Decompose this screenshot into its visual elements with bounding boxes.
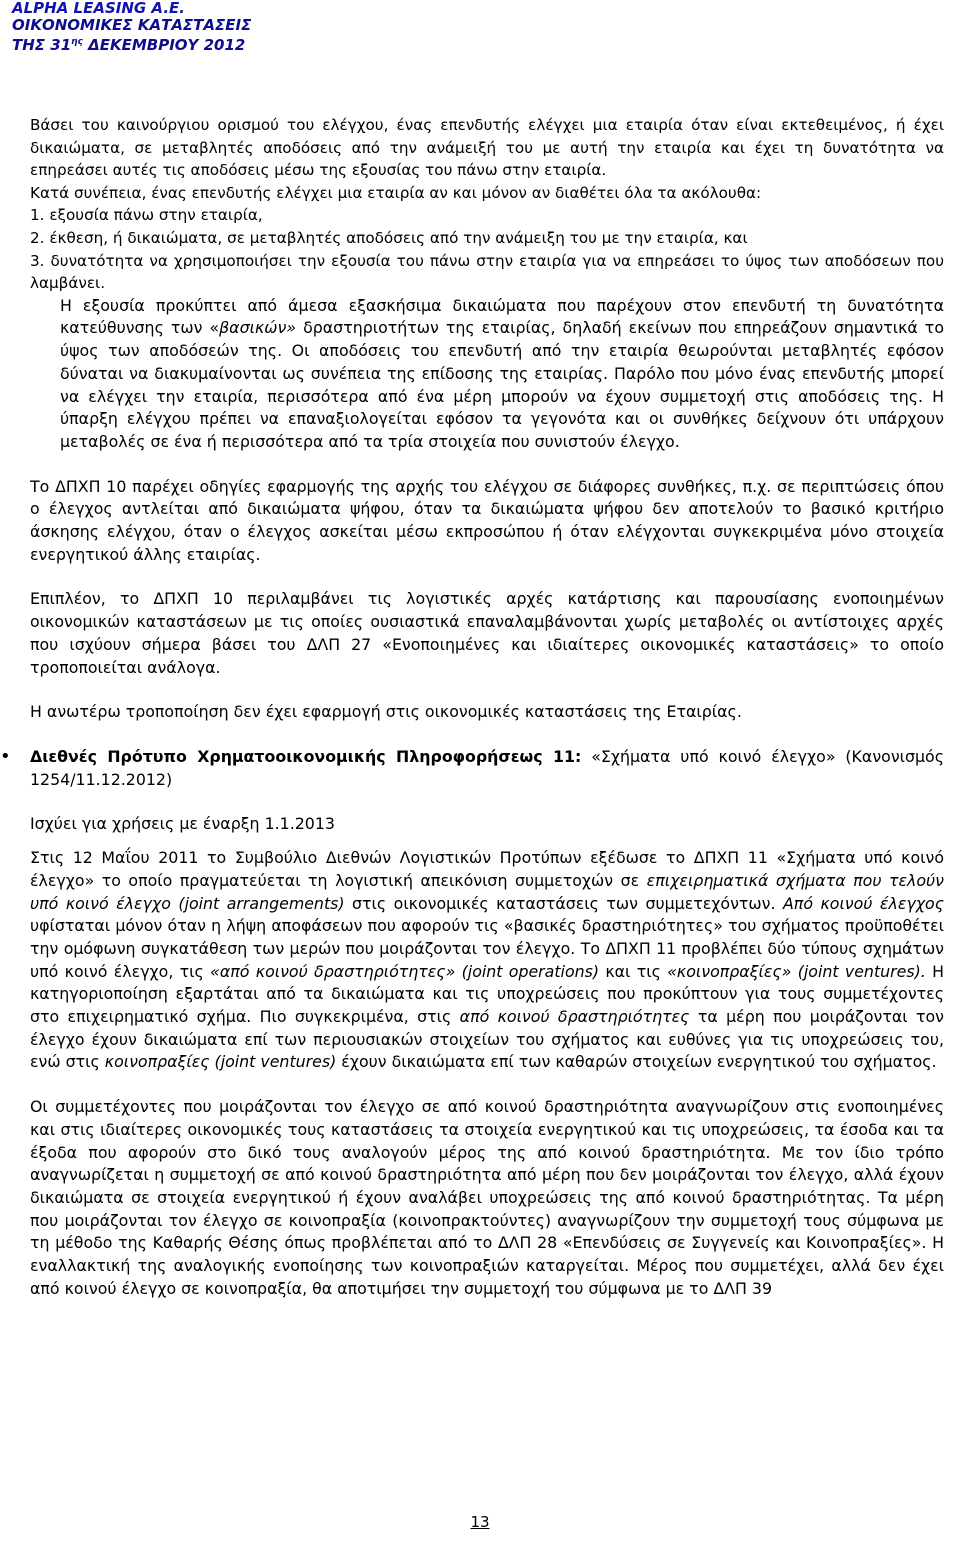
effective-date: Ισχύει για χρήσεις με έναρξη 1.1.2013 [30, 814, 335, 834]
header-company: ALPHA LEASING A.E. [12, 0, 312, 17]
paragraph: Η ανωτέρω τροποποίηση δεν έχει εφαρμογή στις οικονομικές καταστάσεις της Εταιρίας. [30, 702, 742, 722]
paragraph: Βάσει του καινούργιου ορισμού του ελέγχου, ένας επενδυτής ελέγχει μια εταιρία όταν είναι εκτεθειμένος, ή έχει δικαιώματα, σε μεταβλητές αποδόσεις από την ανάμειξή του με αυτή την εταιρία και έχει τη δυνατότητα να επηρεάσει αυτές τις αποδόσεις μέσω της εξουσίας του πάνω στην εταιρία. [30, 116, 944, 180]
ifrs11-heading: • Διεθνές Πρότυπο Χρηματοοικονομικής Πληροφορήσεως 11: «Σχήματα υπό κοινό έλεγχο» (Κανονισμός 1254/11.12.2012) [0, 746, 944, 789]
paragraph: Επιπλέον, το ΔΠΧΠ 10 περιλαμβάνει τις λογιστικές αρχές κατάρτισης και παρουσίασης ενοποιημένων οικονομικών καταστάσεων με τις οποίες ουσιαστικά επαναλαμβάνονται χωρίς μεταβολές οι αντίστοιχες αρχές που ισχύουν σήμερα βάσει του ΔΛΠ 27 «Ενοποιημένες και ιδιαίτερες οικονομικές καταστάσεις» το οποίο τροποποιείται ανάλογα. [30, 589, 944, 677]
ifrs11-section [0, 746, 945, 1300]
paragraph: Οι συμμετέχοντες που μοιράζονται τον έλεγχο σε από κοινού δραστηριότητα αναγνωρίζουν στις ενοποιημένες και στις ιδιαίτερες οικονομικές τους καταστάσεις τα στοιχεία ενεργητικού και τις υποχρεώσεις, τα έσοδα και τα έξοδα που αφορούν στο δικό τους αναλογούν μέρος της από κοινού δραστηριότητα. Με τον ίδιο τρόπο αναγνωρίζεται η συμμετοχή σε από κοινού δραστηριότητα από μέρη που δεν μοιράζονται τον έλεγχο, αλλά έχουν δικαιώματα σε στοιχεία ενεργητικού ή έχουν αναλάβει υποχρεώσεις της από κοινού δραστηριότητας. Τα μέρη που μοιράζονται τον έλεγχο σε κοινοπραξία (κοινοπρακτούντες) αναγνωρίζουν την συμμετοχή τους σύμφωνα με τη μέθοδο της Καθαρής Θέσης όπως προβλέπεται από το ΔΛΠ 28 «Επενδύσεις σε Συγγενείς και Κοινοπραξίες». Η εναλλακτική της αναλογικής ενοποίησης των κοινοπραξιών καταργείται. Μέρος που συμμετέχει, αλλά δεν έχει από κοινού έλεγχο σε κοινοπραξία, θα αποτιμήσει την συμμετοχή του σύμφωνα με το ΔΛΠ 39 [30, 1097, 944, 1298]
header-date: ΤΗΣ $31^{\eta\varsigma}$ ΔΕΚΕΜΒΡΙΟΥ 2012 [12, 34, 312, 54]
standard-title: Διεθνές Πρότυπο Χρηματοοικονομικής Πληροφορήσεως 11: [30, 747, 582, 766]
paragraph: Η εξουσία προκύπτει από άμεσα εξασκήσιμα δικαιώματα που παρέχουν στον επενδυτή τη δυνατότητα κατεύθυνσης των «βασικών» δραστηριοτήτων της εταιρίας, δηλαδή εκείνων που επηρεάζουν σημαντικά το ύψος των αποδόσεών της. Οι αποδόσεις του επενδυτή από την εταιρία θεωρούνται μεταβλητές εφόσον δύναται να διακυμαίνονται ως συνέπεια της επίδοσης της εταιρίας. Παρόλο που μόνο ένας επενδυτής μπορεί να ελέγχει την εταιρία, περισσότερα από ένα μέρη μπορούν να έχουν συμμετοχή στις αποδόσεις της. Η ύπαρξη ελέγχου πρέπει να επαναξιολογείται εφόσον τα γεγονότα και οι συνθήκες δείχνουν ότι υπάρχουν μεταβολές σε ένα ή περισσότερα από τα τρία στοιχεία που συνιστούν έλεγχο. [60, 295, 944, 451]
list-item: 2. έκθεση, ή δικαιώματα, σε μεταβλητές αποδόσεις από την ανάμειξη του με την εταιρία, και [30, 228, 748, 247]
control-definition-section [30, 114, 944, 454]
ifrs10-section [30, 476, 944, 724]
paragraph: Κατά συνέπεια, ένας επενδυτής ελέγχει μια εταιρία αν και μόνον αν διαθέτει όλα τα ακόλουθα: [30, 183, 762, 202]
paragraph: Στις 12 Μαΐου 2011 το Συμβούλιο Διεθνών Λογιστικών Προτύπων εξέδωσε το ΔΠΧΠ 11 «Σχήματα υπό κοινό έλεγχο» το οποίο πραγματεύεται τη λογιστική απεικόνιση συμμετοχών σε επιχειρηματικά σχήματα που τελούν υπό κοινό έλεγχο (joint arrangements) στις οικονομικές καταστάσεις των συμμετεχόντων. Από κοινού έλεγχος υφίσταται μόνον όταν η λήψη αποφάσεων που αφορούν τις «βασικές δραστηριότητες» του σχήματος προϋποθέτει την ομόφωνη συγκατάθεση των μερών που μοιράζονται τον έλεγχο. Το ΔΠΧΠ 11 προβλέπει δύο τύπους σχημάτων υπό κοινό έλεγχο, τις «από κοινού δραστηριότητες» (joint operations) και τις «κοινοπραξίες» (joint ventures). Η κατηγοριοποίηση εξαρτάται από τα δικαιώματα και τις υποχρεώσεις που προκύπτουν για τους συμμετέχοντες στο επιχειρηματικό σχήμα. Πιο συγκεκριμένα, στις από κοινού δραστηριότητες τα μέρη που μοιράζονται τον έλεγχο έχουν δικαιώματα επί των περιουσιακών στοιχείων του σχήματος και ευθύνες για τις υποχρεώσεις του, ενώ στις κοινοπραξίες (joint ventures) έχουν δικαιώματα επί των καθαρών στοιχείων ενεργητικού του σχήματος. [30, 848, 945, 1072]
page-number: 13 [470, 1513, 490, 1531]
document-header [12, 0, 312, 54]
page-footer [0, 1512, 960, 1531]
list-item: 3. δυνατότητα να χρησιμοποιήσει την εξουσία του πάνω στην εταιρία για να επηρεάσει το ύψος των αποδόσεων που λαμβάνει. [30, 251, 944, 293]
bullet-icon: • [0, 746, 11, 767]
list-item: 1. εξουσία πάνω στην εταιρία, [30, 206, 263, 225]
header-title: ΟΙΚΟΝΟΜΙΚΕΣ ΚΑΤΑΣΤΑΣΕΙΣ [12, 17, 312, 34]
document-body [0, 114, 945, 1300]
paragraph: Το ΔΠΧΠ 10 παρέχει οδηγίες εφαρμογής της αρχής του ελέγχου σε διάφορες συνθήκες, π.χ. σε περιπτώσεις όπου ο έλεγχος αντλείται από δικαιώματα ψήφου, όταν τα δικαιώματα ψήφου δεν αποτελούν το βασικό κριτήριο άσκησης ελέγχου, όταν ο έλεγχος ασκείται μέσω εκπροσώπου ή όταν ελέγχονται συγκεκριμένα μόνο στοιχεία ενεργητικού άλλης εταιρίας. [30, 476, 944, 564]
